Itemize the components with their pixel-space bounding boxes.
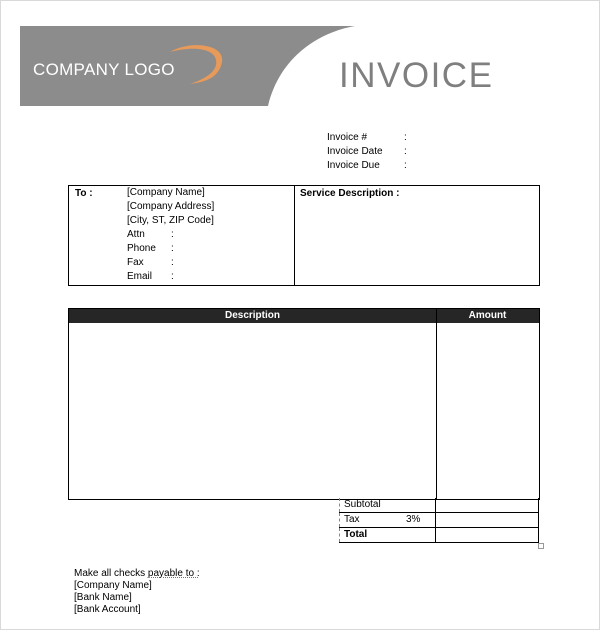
totals-block — [339, 498, 539, 543]
invoice-due-label: Invoice Due — [327, 160, 380, 171]
invoice-date-label: Invoice Date — [327, 146, 383, 157]
cell-divider — [435, 498, 436, 512]
bank-name[interactable]: [Bank Name] — [74, 592, 132, 603]
company-address-field[interactable]: [Company Address] — [127, 201, 215, 212]
recipient-details — [127, 186, 214, 284]
payment-instructions — [74, 568, 200, 616]
colon: : — [171, 271, 174, 282]
colon: : — [171, 257, 174, 268]
subtotal-row — [339, 498, 539, 513]
box-divider — [294, 186, 295, 285]
fax-label: Fax — [127, 257, 144, 268]
row-edge — [538, 513, 539, 527]
company-logo-text: COMPANY LOGO — [33, 60, 175, 79]
amount-column-header: Amount — [468, 310, 507, 321]
colon: : — [171, 229, 174, 240]
fax-row[interactable] — [127, 256, 214, 270]
payable-to-line — [74, 568, 200, 580]
cell-divider — [435, 513, 436, 527]
invoice-title: INVOICE — [339, 56, 494, 95]
invoice-due-row — [327, 159, 412, 173]
city-state-zip-field[interactable]: [City, ST, ZIP Code] — [127, 215, 214, 226]
colon: : — [404, 146, 407, 157]
table-resize-handle[interactable] — [538, 543, 544, 549]
payable-to-text: payable to : — [147, 568, 200, 579]
row-edge — [538, 498, 539, 512]
subtotal-label: Subtotal — [344, 499, 381, 510]
tax-label: Tax — [344, 514, 360, 525]
column-divider — [436, 309, 437, 499]
row-edge — [339, 498, 340, 512]
attn-label: Attn — [127, 229, 145, 240]
email-label: Email — [127, 271, 153, 282]
row-edge — [339, 513, 340, 527]
invoice-number-label: Invoice # — [327, 132, 368, 143]
total-label: Total — [344, 529, 368, 540]
invoice-date-row — [327, 145, 412, 159]
phone-row[interactable] — [127, 242, 214, 256]
payee-company-name[interactable]: [Company Name] — [74, 580, 152, 591]
service-description-label: Service Description : — [300, 188, 400, 199]
billing-box — [68, 185, 540, 286]
colon: : — [404, 160, 407, 171]
payable-prefix: Make all checks — [74, 568, 148, 579]
colon: : — [404, 132, 407, 143]
invoice-number-row — [327, 131, 412, 145]
cell-divider — [435, 528, 436, 542]
invoice-meta — [327, 131, 412, 173]
tax-row — [339, 513, 539, 528]
to-label: To : — [75, 188, 93, 199]
attn-row[interactable] — [127, 228, 214, 242]
row-edge — [538, 528, 539, 542]
total-row — [339, 528, 539, 543]
colon: : — [171, 243, 174, 254]
bank-account[interactable]: [Bank Account] — [74, 604, 141, 615]
line-items-table — [68, 308, 540, 500]
company-name-field[interactable]: [Company Name] — [127, 187, 205, 198]
phone-label: Phone — [127, 243, 156, 254]
email-row[interactable] — [127, 270, 214, 284]
company-logo-banner — [20, 26, 355, 106]
row-edge — [339, 528, 340, 542]
tax-rate: 3% — [406, 514, 421, 525]
description-column-header: Description — [224, 310, 280, 321]
table-header — [69, 309, 539, 323]
